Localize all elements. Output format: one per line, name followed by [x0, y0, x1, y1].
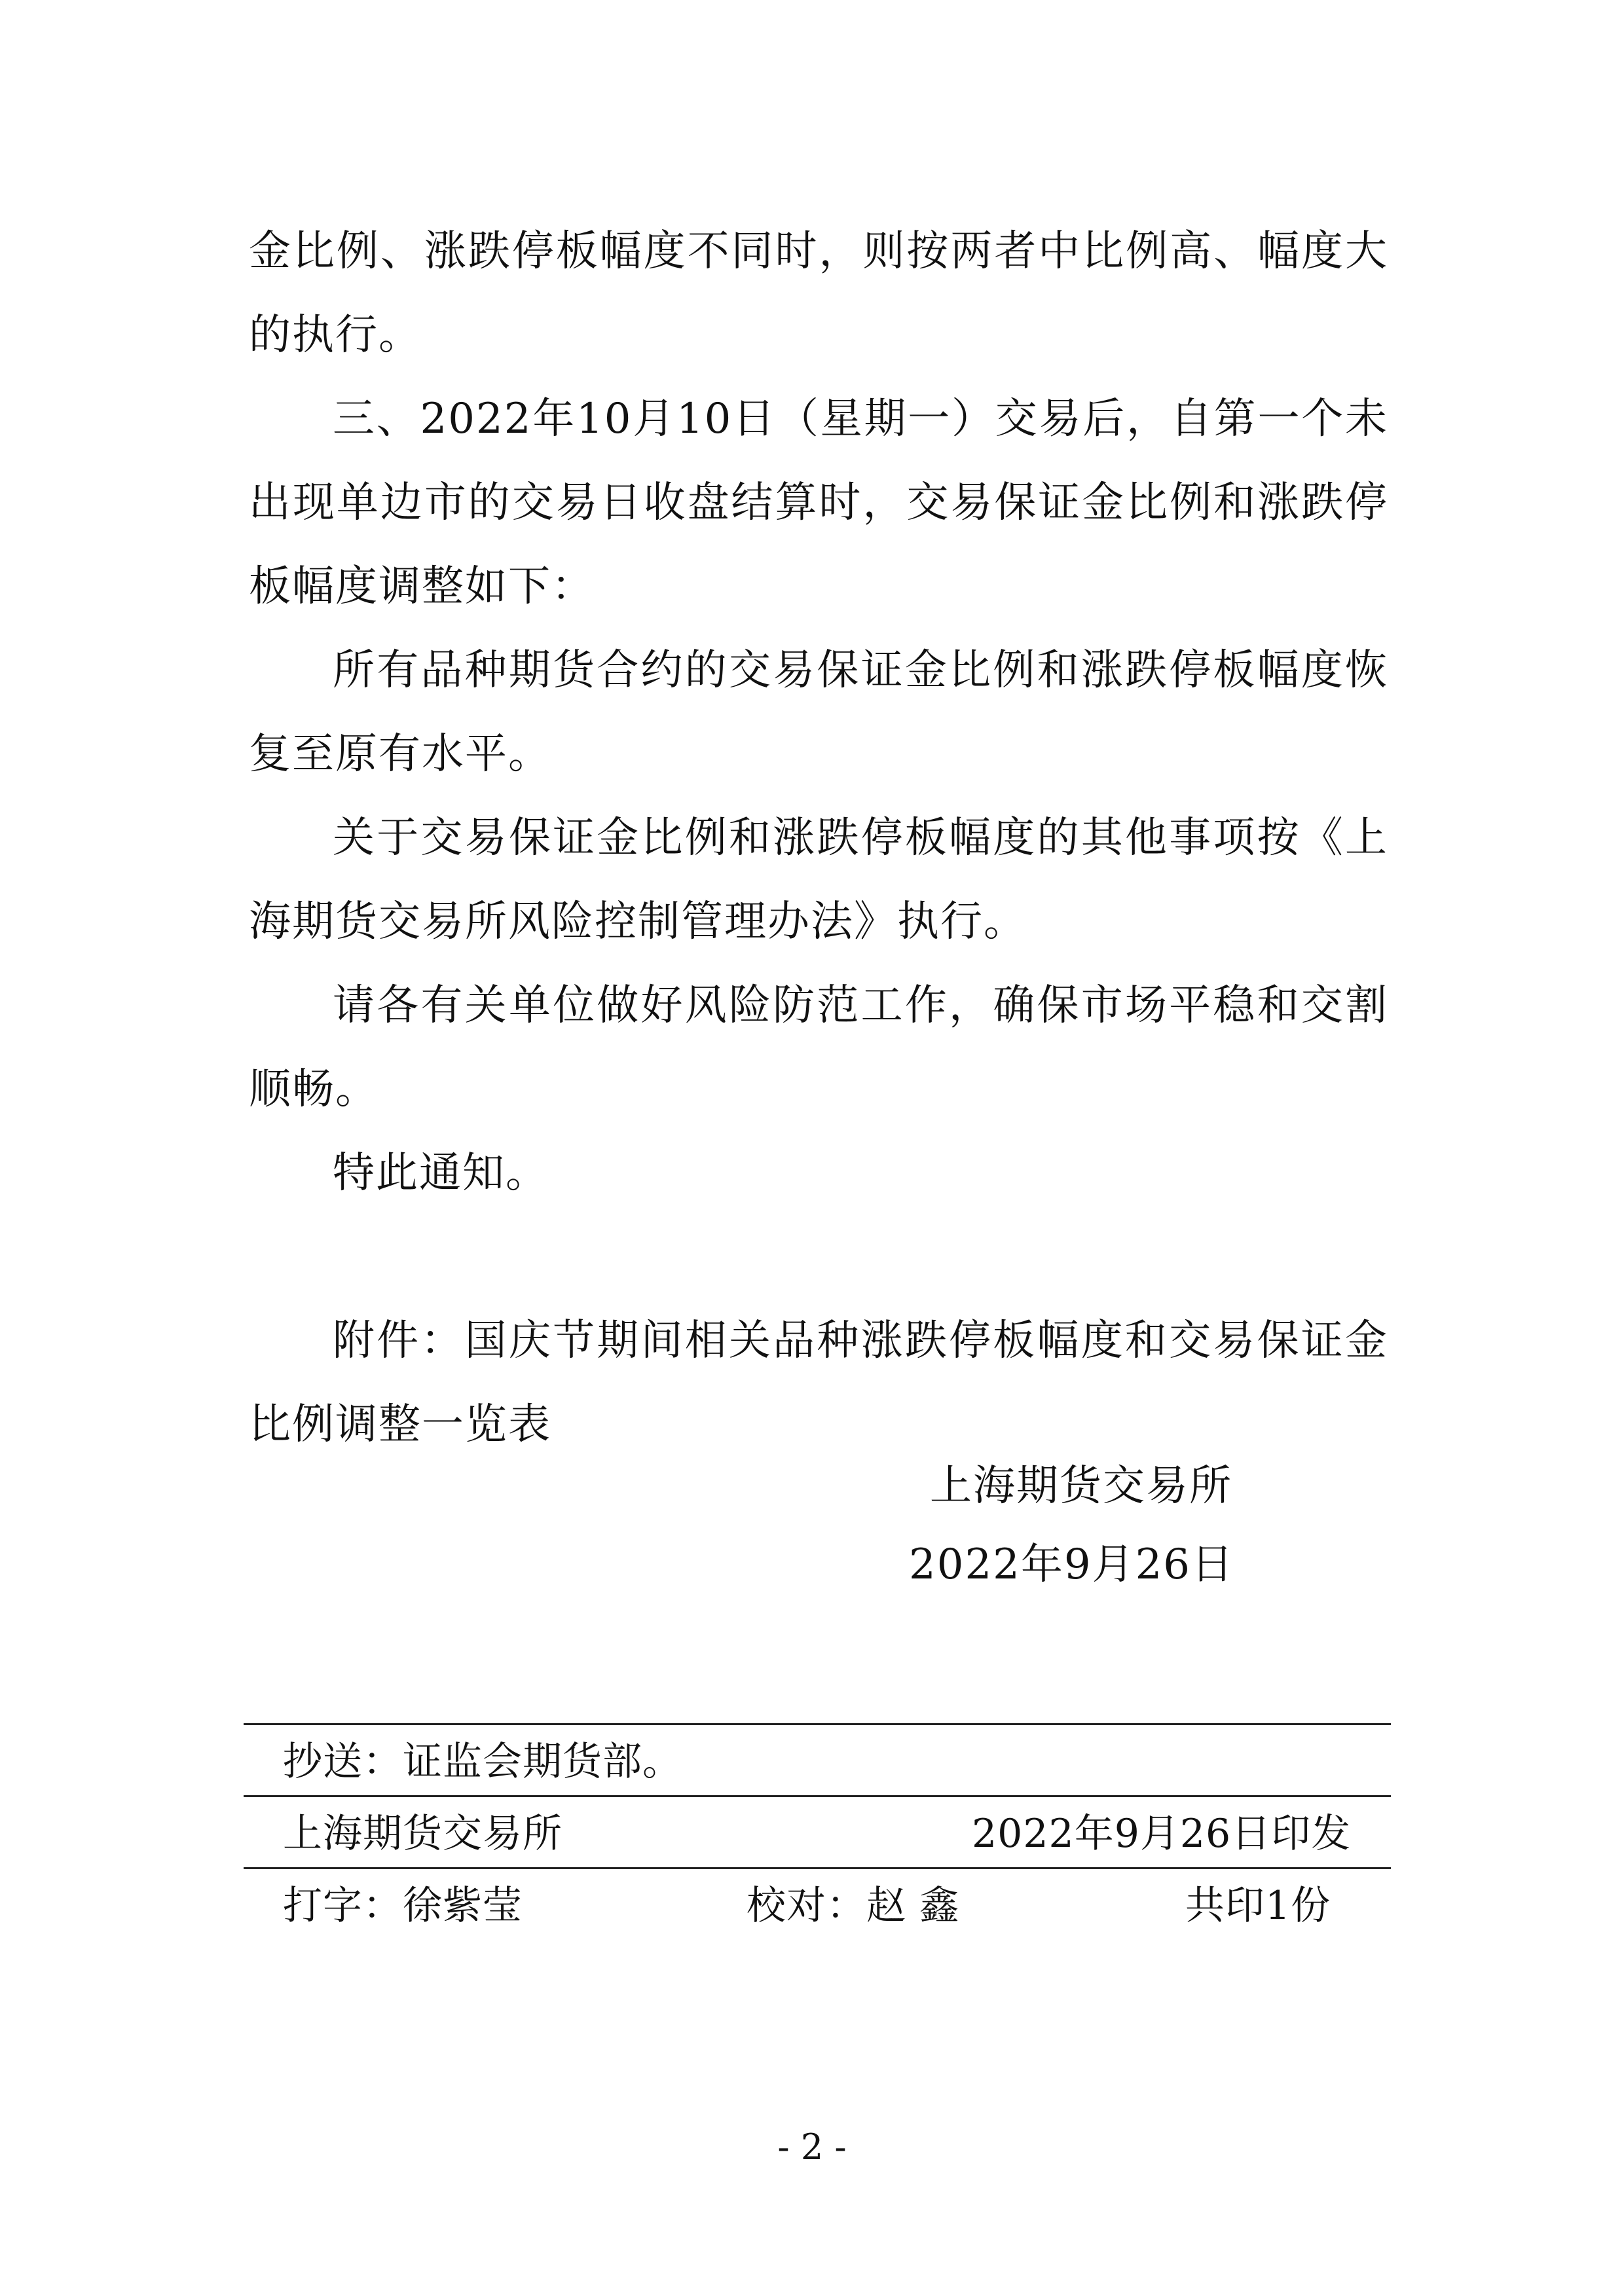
copies: 共印1份 [1185, 1883, 1331, 1929]
attachment-line: 附件：国庆节期间相关品种涨跌停板幅度和交易保证金比例调整一览表 [249, 1317, 1388, 1449]
signature-org: 上海期货交易所 [930, 1462, 1232, 1510]
footer-bottom-rule [244, 1867, 1391, 1869]
paragraph-risk-prevention: 请各有关单位做好风险防范工作，确保市场平稳和交割顺畅。 [249, 981, 1388, 1114]
paragraph-item-three: 三、2022年10月10日（星期一）交易后，自第一个未出现单边市的交易日收盘结算时，交易保证金比例和涨跌停板幅度调整如下： [249, 395, 1388, 611]
footer-top-rule [244, 1723, 1391, 1725]
proofreader: 校对：赵 鑫 [747, 1883, 960, 1929]
paragraph-notice: 特此通知。 [333, 1149, 549, 1197]
paragraph-continuation: 金比例、涨跌停板幅度不同时，则按两者中比例高、幅度大的执行。 [249, 227, 1388, 359]
signature-date: 2022年9月26日 [909, 1540, 1235, 1589]
typist: 打字：徐紫莹 [283, 1883, 523, 1929]
issue-date: 2022年9月26日印发 [972, 1811, 1352, 1857]
footer-middle-rule [244, 1795, 1391, 1797]
paragraph-restore: 所有品种期货合约的交易保证金比例和涨跌停板幅度恢复至原有水平。 [249, 646, 1388, 778]
body-text [249, 210, 1388, 1467]
issuer: 上海期货交易所 [283, 1811, 563, 1857]
cc-line: 抄送：证监会期货部。 [283, 1739, 682, 1785]
blank-line [249, 1215, 1388, 1299]
paragraph-other-matters: 关于交易保证金比例和涨跌停板幅度的其他事项按《上海期货交易所风险控制管理办法》执行。 [249, 814, 1388, 946]
page-number: - 2 - [777, 2126, 847, 2168]
